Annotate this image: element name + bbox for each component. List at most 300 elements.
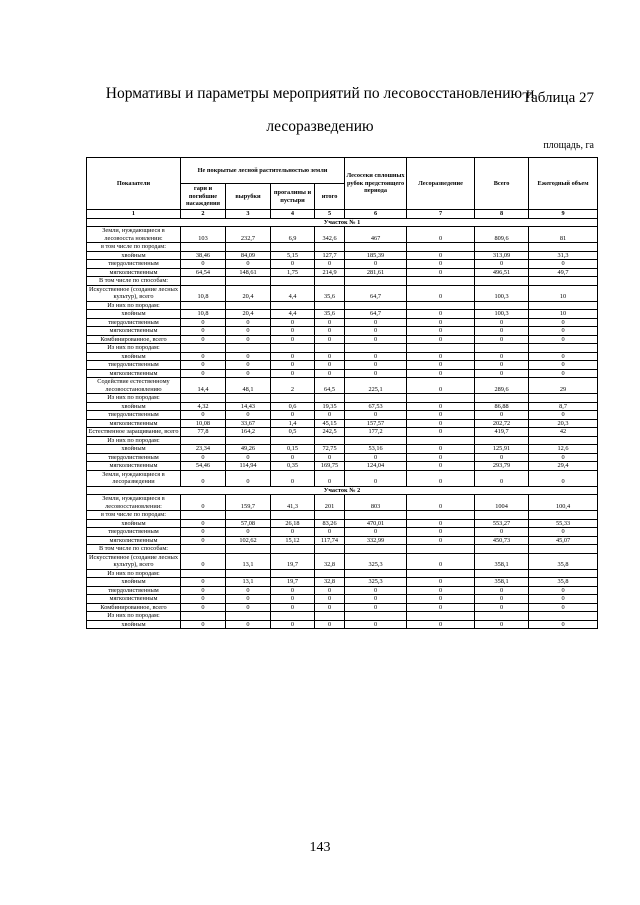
table-cell: 4,32 <box>181 402 226 411</box>
header-afforestation: Лесоразведение <box>407 158 475 210</box>
table-cell: 0 <box>345 595 407 604</box>
table-cell: 0 <box>181 603 226 612</box>
table-cell <box>181 277 226 286</box>
table-cell: 13,1 <box>226 578 271 587</box>
table-cell: 0 <box>407 470 475 486</box>
table-cell: 1,4 <box>271 419 315 428</box>
table-cell <box>475 511 529 520</box>
table-cell: 35,6 <box>315 285 345 301</box>
table-cell: 325,3 <box>345 578 407 587</box>
table-cell: 0 <box>226 595 271 604</box>
table-cell: 332,99 <box>345 536 407 545</box>
table-cell: 2 <box>271 378 315 394</box>
row-label: Искусственное (создание лесных культур), всего <box>87 553 181 569</box>
table-cell: 100,3 <box>475 310 529 319</box>
table-cell: 0 <box>529 335 598 344</box>
table-cell <box>407 569 475 578</box>
table-cell: 0 <box>271 369 315 378</box>
table-row <box>87 411 598 420</box>
table-cell: 67,53 <box>345 402 407 411</box>
table-cell: 1004 <box>475 495 529 511</box>
table-cell: 4,4 <box>271 285 315 301</box>
table-cell: 0 <box>407 285 475 301</box>
row-label: Земли, нуждающиеся в лесовосстановлении: <box>87 495 181 511</box>
table-cell <box>475 394 529 403</box>
table-cell: 0 <box>181 536 226 545</box>
table-cell: 289,6 <box>475 378 529 394</box>
row-label: Земли, нуждающиеся в лесоразведении <box>87 470 181 486</box>
table-row <box>87 569 598 578</box>
table-cell: 0 <box>407 462 475 471</box>
column-number: 9 <box>529 210 598 219</box>
table-cell: 0 <box>315 528 345 537</box>
table-cell: 0 <box>315 603 345 612</box>
table-cell: 64,7 <box>345 310 407 319</box>
table-row <box>87 445 598 454</box>
row-label: мягколиственным <box>87 462 181 471</box>
table-cell: 0 <box>475 586 529 595</box>
table-cell: 29 <box>529 378 598 394</box>
table-cell: 20,4 <box>226 285 271 301</box>
row-label: твердолиственным <box>87 453 181 462</box>
table-cell: 0 <box>475 603 529 612</box>
table-cell <box>271 243 315 252</box>
table-cell <box>226 612 271 621</box>
table-row <box>87 436 598 445</box>
table-cell <box>475 569 529 578</box>
row-label: твердолиственным <box>87 586 181 595</box>
table-cell <box>529 569 598 578</box>
table-cell: 0 <box>529 318 598 327</box>
table-cell: 0 <box>407 318 475 327</box>
table-row <box>87 318 598 327</box>
table-cell: 0,6 <box>271 402 315 411</box>
table-cell <box>529 545 598 554</box>
table-cell: 0 <box>407 335 475 344</box>
table-cell <box>529 436 598 445</box>
table-cell: 0 <box>271 352 315 361</box>
table-cell <box>181 612 226 621</box>
column-number: 8 <box>475 210 529 219</box>
column-number: 1 <box>87 210 181 219</box>
row-label: хвойным <box>87 578 181 587</box>
section-title: Участок № 2 <box>87 486 598 495</box>
table-cell: 0 <box>407 445 475 454</box>
table-cell <box>315 394 345 403</box>
table-cell: 0 <box>181 361 226 370</box>
row-label: Из них по породам: <box>87 569 181 578</box>
table-cell: 100,4 <box>529 495 598 511</box>
table-row <box>87 277 598 286</box>
table-cell: 20,4 <box>226 310 271 319</box>
table-row <box>87 586 598 595</box>
table-cell <box>315 436 345 445</box>
table-cell: 164,2 <box>226 428 271 437</box>
row-label: хвойным <box>87 352 181 361</box>
table-cell: 0,15 <box>271 445 315 454</box>
table-row <box>87 301 598 310</box>
table-cell <box>345 277 407 286</box>
title-line-2: лесоразведению <box>266 118 374 135</box>
table-cell: 0 <box>529 352 598 361</box>
table-cell: 0 <box>226 327 271 336</box>
table-cell: 10 <box>529 310 598 319</box>
table-cell: 0 <box>345 327 407 336</box>
table-cell: 0 <box>475 352 529 361</box>
table-cell: 0 <box>271 586 315 595</box>
table-cell: 0 <box>475 411 529 420</box>
table-cell: 0 <box>271 595 315 604</box>
table-cell: 214,9 <box>315 268 345 277</box>
table-cell: 0 <box>181 620 226 629</box>
table-row <box>87 352 598 361</box>
table-cell <box>475 301 529 310</box>
table-cell: 0 <box>271 260 315 269</box>
table-cell: 169,75 <box>315 462 345 471</box>
table-cell: 0 <box>226 586 271 595</box>
table-cell: 342,6 <box>315 227 345 243</box>
table-row <box>87 369 598 378</box>
table-cell: 0 <box>407 310 475 319</box>
table-cell: 0 <box>315 318 345 327</box>
row-label: Из них по породам: <box>87 394 181 403</box>
table-cell: 0 <box>181 453 226 462</box>
table-cell <box>529 277 598 286</box>
table-cell <box>315 344 345 353</box>
header-uncovered: Не покрытые лесной растительностью земли <box>181 158 345 184</box>
table-cell: 419,7 <box>475 428 529 437</box>
table-cell <box>181 394 226 403</box>
table-cell <box>226 511 271 520</box>
table-cell: 19,35 <box>315 402 345 411</box>
table-cell: 77,8 <box>181 428 226 437</box>
table-cell: 0 <box>407 251 475 260</box>
page-title <box>60 77 580 145</box>
table-cell <box>407 277 475 286</box>
table-cell: 0 <box>407 369 475 378</box>
table-cell: 0 <box>529 453 598 462</box>
table-cell: 0 <box>407 402 475 411</box>
table-cell: 0 <box>529 595 598 604</box>
row-label: Из них по породам: <box>87 301 181 310</box>
table-row <box>87 402 598 411</box>
table-cell: 0 <box>345 453 407 462</box>
table-cell: 0 <box>181 260 226 269</box>
table-cell: 0 <box>407 578 475 587</box>
table-row <box>87 553 598 569</box>
table-cell: 0 <box>407 536 475 545</box>
table-cell: 0 <box>226 369 271 378</box>
table-cell: 0 <box>345 528 407 537</box>
table-cell <box>181 569 226 578</box>
table-cell: 26,18 <box>271 519 315 528</box>
row-label: твердолиственным <box>87 361 181 370</box>
column-number: 5 <box>315 210 345 219</box>
table-row <box>87 462 598 471</box>
table-cell <box>475 243 529 252</box>
table-cell <box>315 511 345 520</box>
row-label: мягколиственным <box>87 536 181 545</box>
row-label: твердолиственным <box>87 260 181 269</box>
table-cell <box>181 511 226 520</box>
table-cell: 49,26 <box>226 445 271 454</box>
table-cell: 0 <box>407 227 475 243</box>
table-cell <box>407 545 475 554</box>
header-indicators: Показатели <box>87 158 181 210</box>
table-row <box>87 260 598 269</box>
table-cell: 0 <box>407 352 475 361</box>
table-cell: 0 <box>181 553 226 569</box>
table-cell <box>475 436 529 445</box>
row-label: Из них по породам: <box>87 612 181 621</box>
table-cell <box>271 301 315 310</box>
table-cell <box>315 545 345 554</box>
table-cell: 0 <box>181 519 226 528</box>
table-cell: 0 <box>407 378 475 394</box>
table-cell: 0 <box>315 361 345 370</box>
table-cell: 159,7 <box>226 495 271 511</box>
table-cell: 0 <box>315 595 345 604</box>
table-cell <box>226 301 271 310</box>
table-cell: 0 <box>181 318 226 327</box>
table-row <box>87 620 598 629</box>
table-cell: 83,26 <box>315 519 345 528</box>
table-cell: 38,46 <box>181 251 226 260</box>
table-cell: 0 <box>271 327 315 336</box>
table-cell: 0 <box>529 528 598 537</box>
table-cell: 100,3 <box>475 285 529 301</box>
header-cutting-areas: Лесосеки сплошных рубок предстоящего периода <box>345 158 407 210</box>
table-cell: 41,3 <box>271 495 315 511</box>
table-cell: 42 <box>529 428 598 437</box>
table-cell: 202,72 <box>475 419 529 428</box>
table-cell: 0 <box>181 495 226 511</box>
table-cell: 450,73 <box>475 536 529 545</box>
table-cell: 0 <box>407 595 475 604</box>
table-cell: 0 <box>475 453 529 462</box>
table-cell: 64,5 <box>315 378 345 394</box>
table-cell: 64,54 <box>181 268 226 277</box>
table-cell: 0 <box>407 553 475 569</box>
table-row <box>87 268 598 277</box>
column-numbers-row <box>87 210 598 219</box>
table-cell: 0 <box>315 327 345 336</box>
table-cell <box>271 545 315 554</box>
table-cell: 0 <box>226 603 271 612</box>
table-cell <box>345 243 407 252</box>
table-cell: 0 <box>407 268 475 277</box>
table-cell <box>181 243 226 252</box>
header-total-uncovered: итого <box>315 184 345 210</box>
table-cell: 86,88 <box>475 402 529 411</box>
header-burned: гари и погибшие насаждения <box>181 184 226 210</box>
table-cell: 225,1 <box>345 378 407 394</box>
table-cell: 0 <box>529 586 598 595</box>
table-cell: 0 <box>345 603 407 612</box>
table-cell: 0 <box>529 369 598 378</box>
table-cell: 33,67 <box>226 419 271 428</box>
table-cell: 0 <box>226 528 271 537</box>
row-label: Земли, нуждающиеся в лесовосста новлении: <box>87 227 181 243</box>
table-cell: 14,4 <box>181 378 226 394</box>
table-cell: 0 <box>315 411 345 420</box>
row-label: Комбинированное, всего <box>87 335 181 344</box>
table-cell: 0 <box>315 260 345 269</box>
table-cell <box>345 612 407 621</box>
table-cell: 358,1 <box>475 553 529 569</box>
table-cell: 0 <box>315 335 345 344</box>
table-cell: 0 <box>226 453 271 462</box>
table-cell: 0 <box>181 470 226 486</box>
table-cell: 6,9 <box>271 227 315 243</box>
table-cell: 0 <box>529 361 598 370</box>
table-cell <box>315 612 345 621</box>
table-cell <box>345 301 407 310</box>
table-cell <box>271 569 315 578</box>
data-table <box>86 157 598 629</box>
table-row <box>87 495 598 511</box>
table-cell <box>345 344 407 353</box>
table-cell <box>345 511 407 520</box>
column-number: 4 <box>271 210 315 219</box>
table-cell: 57,08 <box>226 519 271 528</box>
table-cell: 45,07 <box>529 536 598 545</box>
table-cell: 0 <box>407 586 475 595</box>
table-row <box>87 470 598 486</box>
table-cell: 81 <box>529 227 598 243</box>
table-cell: 293,79 <box>475 462 529 471</box>
table-cell: 0 <box>226 361 271 370</box>
row-label: хвойным <box>87 445 181 454</box>
table-cell: 103 <box>181 227 226 243</box>
table-cell <box>529 612 598 621</box>
table-cell: 4,4 <box>271 310 315 319</box>
row-label: Комбинированное, всего <box>87 603 181 612</box>
table-cell <box>345 545 407 554</box>
section-header-row <box>87 486 598 495</box>
table-cell: 35,8 <box>529 553 598 569</box>
table-cell: 0 <box>271 528 315 537</box>
table-cell: 72,75 <box>315 445 345 454</box>
table-cell: 127,7 <box>315 251 345 260</box>
table-cell: 0 <box>475 318 529 327</box>
table-cell: 0 <box>345 318 407 327</box>
table-cell: 15,12 <box>271 536 315 545</box>
table-cell: 29,4 <box>529 462 598 471</box>
table-cell: 0 <box>475 369 529 378</box>
header-clearings: вырубки <box>226 184 271 210</box>
table-cell: 64,7 <box>345 285 407 301</box>
table-cell: 0 <box>271 411 315 420</box>
table-cell: 19,7 <box>271 578 315 587</box>
column-number: 6 <box>345 210 407 219</box>
table-row <box>87 344 598 353</box>
row-label: хвойным <box>87 620 181 629</box>
table-cell <box>271 436 315 445</box>
row-label: твердолиственным <box>87 318 181 327</box>
table-cell <box>529 301 598 310</box>
table-cell: 0 <box>271 620 315 629</box>
table-cell: 0 <box>407 453 475 462</box>
row-label: мягколиственным <box>87 595 181 604</box>
table-cell: 0 <box>315 586 345 595</box>
table-cell: 0 <box>181 586 226 595</box>
table-cell <box>271 511 315 520</box>
table-cell <box>315 243 345 252</box>
table-cell <box>315 569 345 578</box>
table-cell: 0 <box>181 595 226 604</box>
table-cell: 157,57 <box>345 419 407 428</box>
table-cell <box>475 277 529 286</box>
row-label: В том числе по способам: <box>87 277 181 286</box>
column-number: 2 <box>181 210 226 219</box>
table-cell: 49,7 <box>529 268 598 277</box>
table-cell <box>529 243 598 252</box>
table-cell <box>407 344 475 353</box>
table-cell <box>529 511 598 520</box>
column-number: 3 <box>226 210 271 219</box>
table-cell: 84,09 <box>226 251 271 260</box>
row-label: мягколиственным <box>87 419 181 428</box>
table-row <box>87 545 598 554</box>
table-cell: 313,09 <box>475 251 529 260</box>
table-cell: 0 <box>407 260 475 269</box>
table-cell: 0 <box>475 595 529 604</box>
table-cell: 0 <box>226 335 271 344</box>
row-label: Содействие естественному лесовосстановлению <box>87 378 181 394</box>
table-cell: 12,6 <box>529 445 598 454</box>
table-cell: 0 <box>315 470 345 486</box>
table-row <box>87 394 598 403</box>
table-cell: 0 <box>529 620 598 629</box>
table-cell: 45,15 <box>315 419 345 428</box>
table-cell: 0 <box>345 620 407 629</box>
table-cell: 10 <box>529 285 598 301</box>
table-cell: 0 <box>315 369 345 378</box>
table-cell: 0 <box>226 411 271 420</box>
table-cell: 0 <box>345 470 407 486</box>
table-cell <box>529 344 598 353</box>
header-glades: прогалины и пустыри <box>271 184 315 210</box>
table-cell: 553,27 <box>475 519 529 528</box>
row-label: Из них по породам: <box>87 344 181 353</box>
table-cell: 0 <box>271 361 315 370</box>
table-row <box>87 251 598 260</box>
table-row <box>87 511 598 520</box>
table-cell <box>181 344 226 353</box>
row-label: в том числе по породам: <box>87 511 181 520</box>
table-cell: 0 <box>226 260 271 269</box>
table-cell: 0 <box>475 361 529 370</box>
table-row <box>87 419 598 428</box>
table-cell: 8,7 <box>529 402 598 411</box>
table-cell: 23,34 <box>181 445 226 454</box>
table-cell: 0 <box>271 603 315 612</box>
table-row <box>87 612 598 621</box>
table-row <box>87 528 598 537</box>
row-label: твердолиственным <box>87 411 181 420</box>
table-row <box>87 335 598 344</box>
table-cell <box>181 436 226 445</box>
table-cell <box>407 436 475 445</box>
table-cell: 0 <box>345 352 407 361</box>
table-cell: 53,16 <box>345 445 407 454</box>
table-row <box>87 428 598 437</box>
table-cell: 14,43 <box>226 402 271 411</box>
section-title: Участок № 1 <box>87 218 598 227</box>
table-cell: 19,7 <box>271 553 315 569</box>
table-cell: 10,08 <box>181 419 226 428</box>
